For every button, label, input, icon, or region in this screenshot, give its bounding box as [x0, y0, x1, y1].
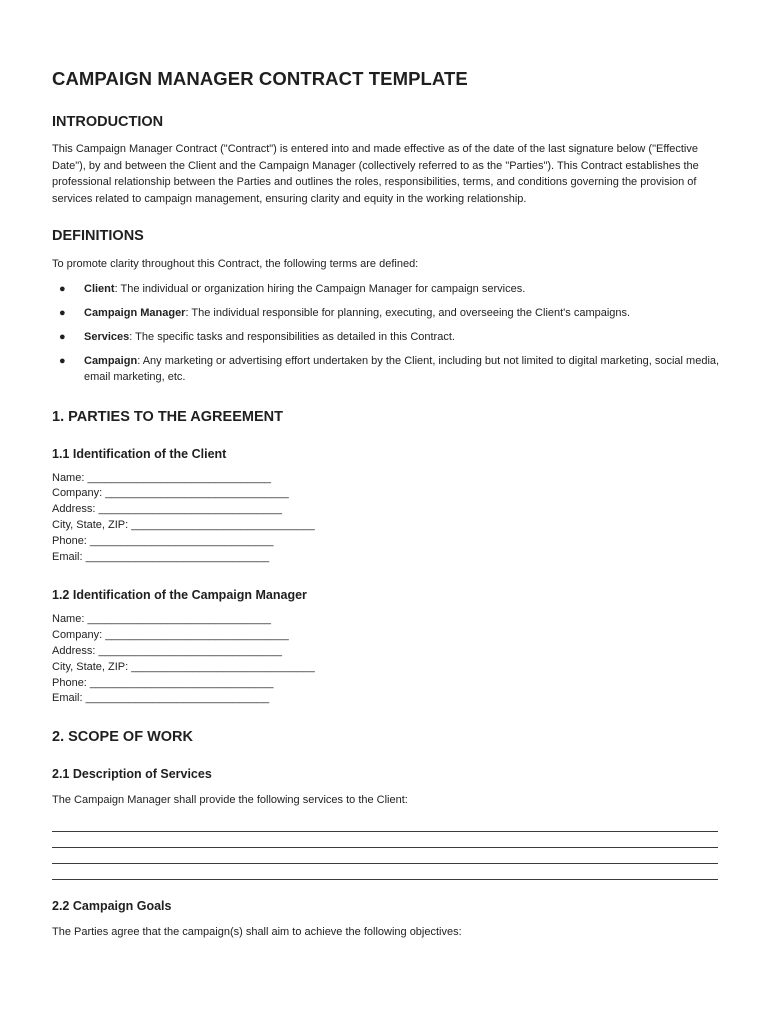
client-city-state-zip-field: City, State, ZIP: ______________________________: [52, 519, 315, 532]
client-fields: [52, 471, 720, 566]
definition-text: : The individual or organization hiring the Campaign Manager for campaign services.: [114, 282, 526, 295]
manager-fields: [52, 612, 720, 707]
manager-name-field: Name: ______________________________: [52, 612, 271, 625]
manager-phone-field: Phone: ______________________________: [52, 676, 274, 689]
manager-address-field: Address: ______________________________: [52, 644, 282, 657]
definition-item: [52, 329, 720, 346]
services-heading: 2.1 Description of Services: [52, 767, 212, 782]
blank-line: [52, 832, 718, 848]
client-email-field: Email: ______________________________: [52, 551, 270, 564]
introduction-paragraph: This Campaign Manager Contract ("Contract") is entered into and made effective as of the date of the last signature below ("Effective Date"), by and between the Client and the Campaign Manager (collectively referred to as the "Parties"). This Contract establishes the professional relationship between the Parties and outlines the roles, responsibilities, terms, and conditions governing the provision of services related to campaign management, ensuring clarity and equity in the working relationship.: [52, 143, 699, 205]
services-blank-lines: [52, 818, 720, 880]
definition-term: Client: [84, 282, 115, 295]
parties-heading: 1. PARTIES TO THE AGREEMENT: [52, 408, 283, 425]
manager-identification-heading: 1.2 Identification of the Campaign Manager: [52, 587, 307, 602]
goals-lead: The Parties agree that the campaign(s) shall aim to achieve the following objectives:: [52, 925, 462, 938]
client-company-field: Company: ______________________________: [52, 487, 289, 500]
services-lead: The Campaign Manager shall provide the following services to the Client:: [52, 794, 408, 807]
definition-term: Campaign Manager: [84, 306, 186, 319]
client-address-field: Address: ______________________________: [52, 503, 282, 516]
goals-heading: 2.2 Campaign Goals: [52, 898, 172, 913]
bullet-icon: ●: [59, 306, 66, 319]
definition-text: : The individual responsible for planning, executing, and overseeing the Client's campaigns.: [185, 306, 631, 319]
definition-text: : Any marketing or advertising effort undertaken by the Client, including but not limited to digital marketing, social media, email marketing, etc.: [84, 354, 720, 383]
client-identification-heading: 1.1 Identification of the Client: [52, 446, 227, 461]
blank-line: [52, 864, 718, 880]
scope-heading: 2. SCOPE OF WORK: [52, 729, 193, 746]
definitions-lead: To promote clarity throughout this Contract, the following terms are defined:: [52, 258, 419, 270]
definition-term: Campaign: [84, 354, 138, 367]
definitions-list: [52, 281, 720, 386]
document-body: [52, 66, 720, 940]
definition-item: [52, 353, 720, 386]
manager-email-field: Email: ______________________________: [52, 692, 270, 705]
definition-term: Services: [84, 330, 130, 343]
page-title: CAMPAIGN MANAGER CONTRACT TEMPLATE: [52, 68, 468, 89]
client-name-field: Name: ______________________________: [52, 471, 271, 484]
definition-item: [52, 305, 720, 322]
manager-city-state-zip-field: City, State, ZIP: ______________________________: [52, 660, 315, 673]
bullet-icon: ●: [59, 282, 66, 295]
client-phone-field: Phone: ______________________________: [52, 535, 274, 548]
introduction-heading: INTRODUCTION: [52, 114, 164, 130]
blank-line: [52, 848, 718, 864]
bullet-icon: ●: [59, 330, 66, 343]
definition-text: : The specific tasks and responsibilities as detailed in this Contract.: [129, 330, 455, 343]
blank-line: [52, 818, 718, 832]
definition-item: [52, 281, 720, 298]
manager-company-field: Company: ______________________________: [52, 628, 289, 641]
bullet-icon: ●: [59, 354, 66, 367]
definitions-heading: DEFINITIONS: [52, 228, 144, 244]
